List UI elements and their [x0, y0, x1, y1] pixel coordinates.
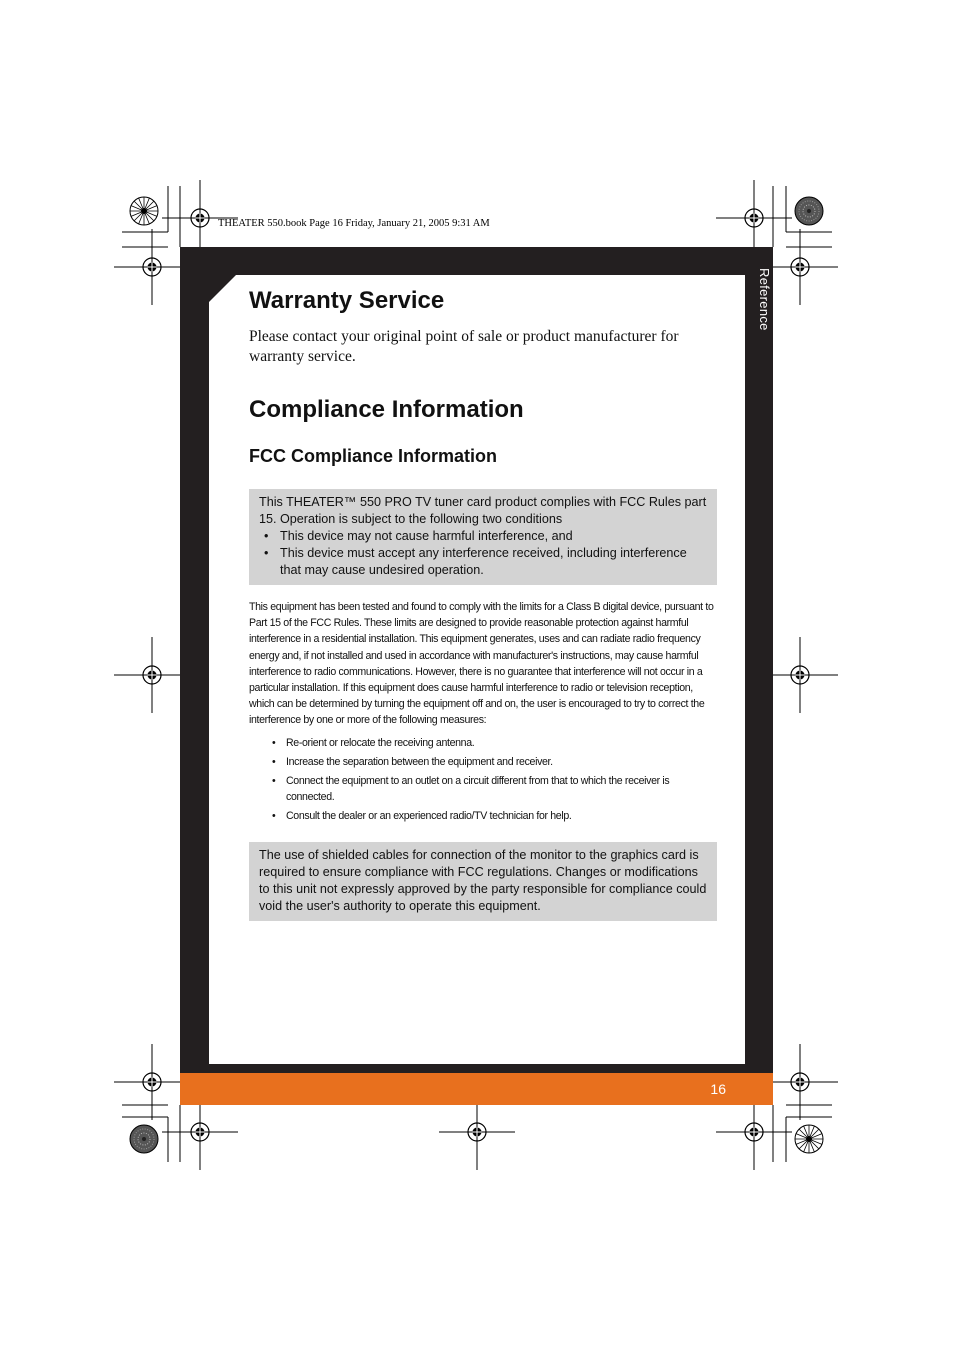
list-item: • Connect the equipment to an outlet on a circuit different from that to which the receiver is connected. — [249, 773, 719, 805]
warranty-text: Please contact your original point of sale or product manufacturer for warranty service. — [249, 328, 679, 365]
page-number: 16 — [710, 1081, 726, 1097]
fcc-statement: This equipment has been tested and found to comply with the limits for a Class B digital device, pursuant to Part 15 of the FCC Rules. These limits are designed to provide reasonable protection against harmful interference in a residential installation. This equipment generates, uses and can radiate radio frequency energy and, if not installed and used in accordance with manufacturer's instructions, may cause harmful interference to radio communications. However, there is no guarantee that interference will not occur in a particular installation. If this equipment does cause harmful interference to radio or television reception, which can be determined by turning the equipment off and on, the user is encouraged to try to correct the interference by one or more of the following measures: — [249, 601, 714, 727]
footer-bar — [180, 1073, 773, 1105]
fcc-heading: FCC Compliance Information — [249, 446, 498, 466]
list-item: • Increase the separation between the equipment and receiver. — [249, 754, 719, 770]
compliance-heading: Compliance Information — [249, 396, 524, 423]
print-slug-header: THEATER 550.book Page 16 Friday, January 21, 2005 9:31 AM — [218, 218, 490, 229]
warranty-heading: Warranty Service — [249, 287, 445, 314]
fcc-rules-callout — [249, 489, 717, 585]
callout-intro: This THEATER™ 550 PRO TV tuner card product complies with FCC Rules part 15. Operation is subject to the following two conditions — [259, 495, 707, 526]
list-item: • This device must accept any interference received, including interference that may cause undesired operation. — [259, 545, 707, 579]
measures-list — [249, 735, 719, 824]
list-item: • Consult the dealer or an experienced radio/TV technician for help. — [249, 808, 719, 824]
list-item: • This device may not cause harmful interference, and — [259, 528, 707, 545]
conditions-list — [259, 528, 707, 579]
shielded-cables-callout: The use of shielded cables for connection of the monitor to the graphics card is required to ensure compliance with FCC regulations. Changes or modifications to this unit not expressly approved by the party responsible for compliance could void the user's authority to operate this equipment. — [249, 842, 717, 921]
section-tab-reference: Reference — [757, 268, 772, 331]
fcc-statement-section — [249, 599, 719, 827]
list-item: • Re-orient or relocate the receiving antenna. — [249, 735, 719, 751]
